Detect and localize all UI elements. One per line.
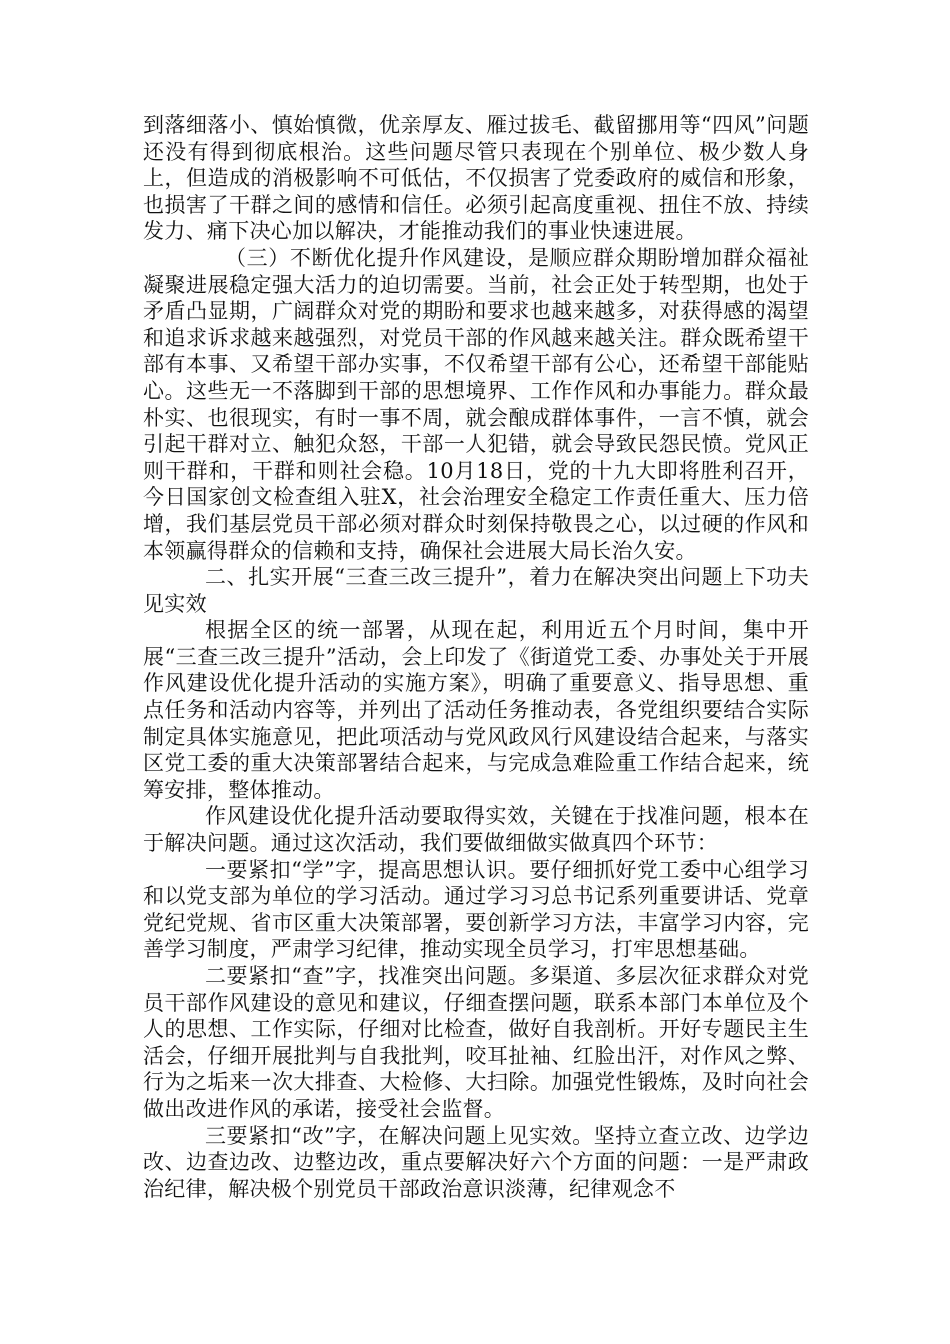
paragraph-key-points: 作风建设优化提升活动要取得实效，关键在于找准问题，根本在于解决问题。通过这次活动，我们要做细做实做真四个环节： <box>143 804 809 856</box>
paragraph-point-inspect: 二要紧扣“查”字，找准突出问题。多渠道、多层次征求群众对党员干部作风建设的意见和建议，仔细查摆问题，联系本部门本单位及个人的思想、工作实际，仔细对比检查，做好自我剖析。开好专题民主生活会，仔细开展批判与自我批判，咬耳扯袖、红脸出汗，对作风之弊、行为之垢来一次大排查、大检修、大扫除。加强党性锻炼，及时向社会做出改进作风的承诺，接受社会监督。 <box>143 964 809 1121</box>
section-heading-two: 二、扎实开展“三查三改三提升”，着力在解决突出问题上下功夫见实效 <box>143 565 809 616</box>
paragraph-section-three: （三）不断优化提升作风建设，是顺应群众期盼增加群众福祉凝聚进展稳定强大活力的迫切需要。当前，社会正处于转型期，也处于矛盾凸显期，广阔群众对党的期盼和要求也越来越多，对获得感的渴望和追求诉求越来越强烈，对党员干部的作风越来越关注。群众既希望干部有本事、又希望干部办实事，不仅希望干部有公心，还希望干部能贴心。这些无一不落脚到干部的思想境界、工作作风和办事能力。群众最朴实、也很现实，有时一事不周，就会酿成群体事件，一言不慎，就会引起干群对立、触犯众怒，干部一人犯错，就会导致民怨民愤。党风正则干群和，干群和则社会稳。10月18日，党的十九大即将胜利召开，今日国家创文检查组入驻X，社会治理安全稳定工作责任重大、压力倍增，我们基层党员干部必须对群众时刻保持敬畏之心，以过硬的作风和本领赢得群众的信赖和支持，确保社会进展大局长治久安。 <box>143 245 809 563</box>
paragraph-point-reform: 三要紧扣“改”字，在解决问题上见实效。坚持立查立改、边学边改、边查边改、边整边改，重点要解决好六个方面的问题：一是严肃政治纪律，解决极个别党员干部政治意识淡薄，纪律观念不 <box>143 1123 809 1201</box>
document-page <box>143 112 809 1202</box>
paragraph-deployment: 根据全区的统一部署，从现在起，利用近五个月时间，集中开展“三查三改三提升”活动，会上印发了《街道党工委、办事处关于开展作风建设优化提升活动的实施方案》，明确了重要意义、指导思想、重点任务和活动内容等，并列出了活动任务推动表，各党组织要结合实际制定具体实施意见，把此项活动与党风政风行风建设结合起来，与落实区党工委的重大决策部署结合起来，与完成急难险重工作结合起来，统筹安排，整体推动。 <box>143 618 809 802</box>
paragraph-point-study: 一要紧扣“学”字，提高思想认识。要仔细抓好党工委中心组学习和以党支部为单位的学习活动。通过学习习总书记系列重要讲话、党章党纪党规、省市区重大决策部署，要创新学习方法，丰富学习内容，完善学习制度，严肃学习纪律，推动实现全员学习，打牢思想基础。 <box>143 857 809 962</box>
paragraph-continuation: 到落细落小、慎始慎微，优亲厚友、雁过拔毛、截留挪用等“四风”问题还没有得到彻底根治。这些问题尽管只表现在个别单位、极少数人身上，但造成的消极影响不可低估，不仅损害了党委政府的威信和形象，也损害了干群之间的感情和信任。必须引起高度重视、扭住不放、持续发力、痛下决心加以解决，才能推动我们的事业快速进展。 <box>143 113 809 244</box>
